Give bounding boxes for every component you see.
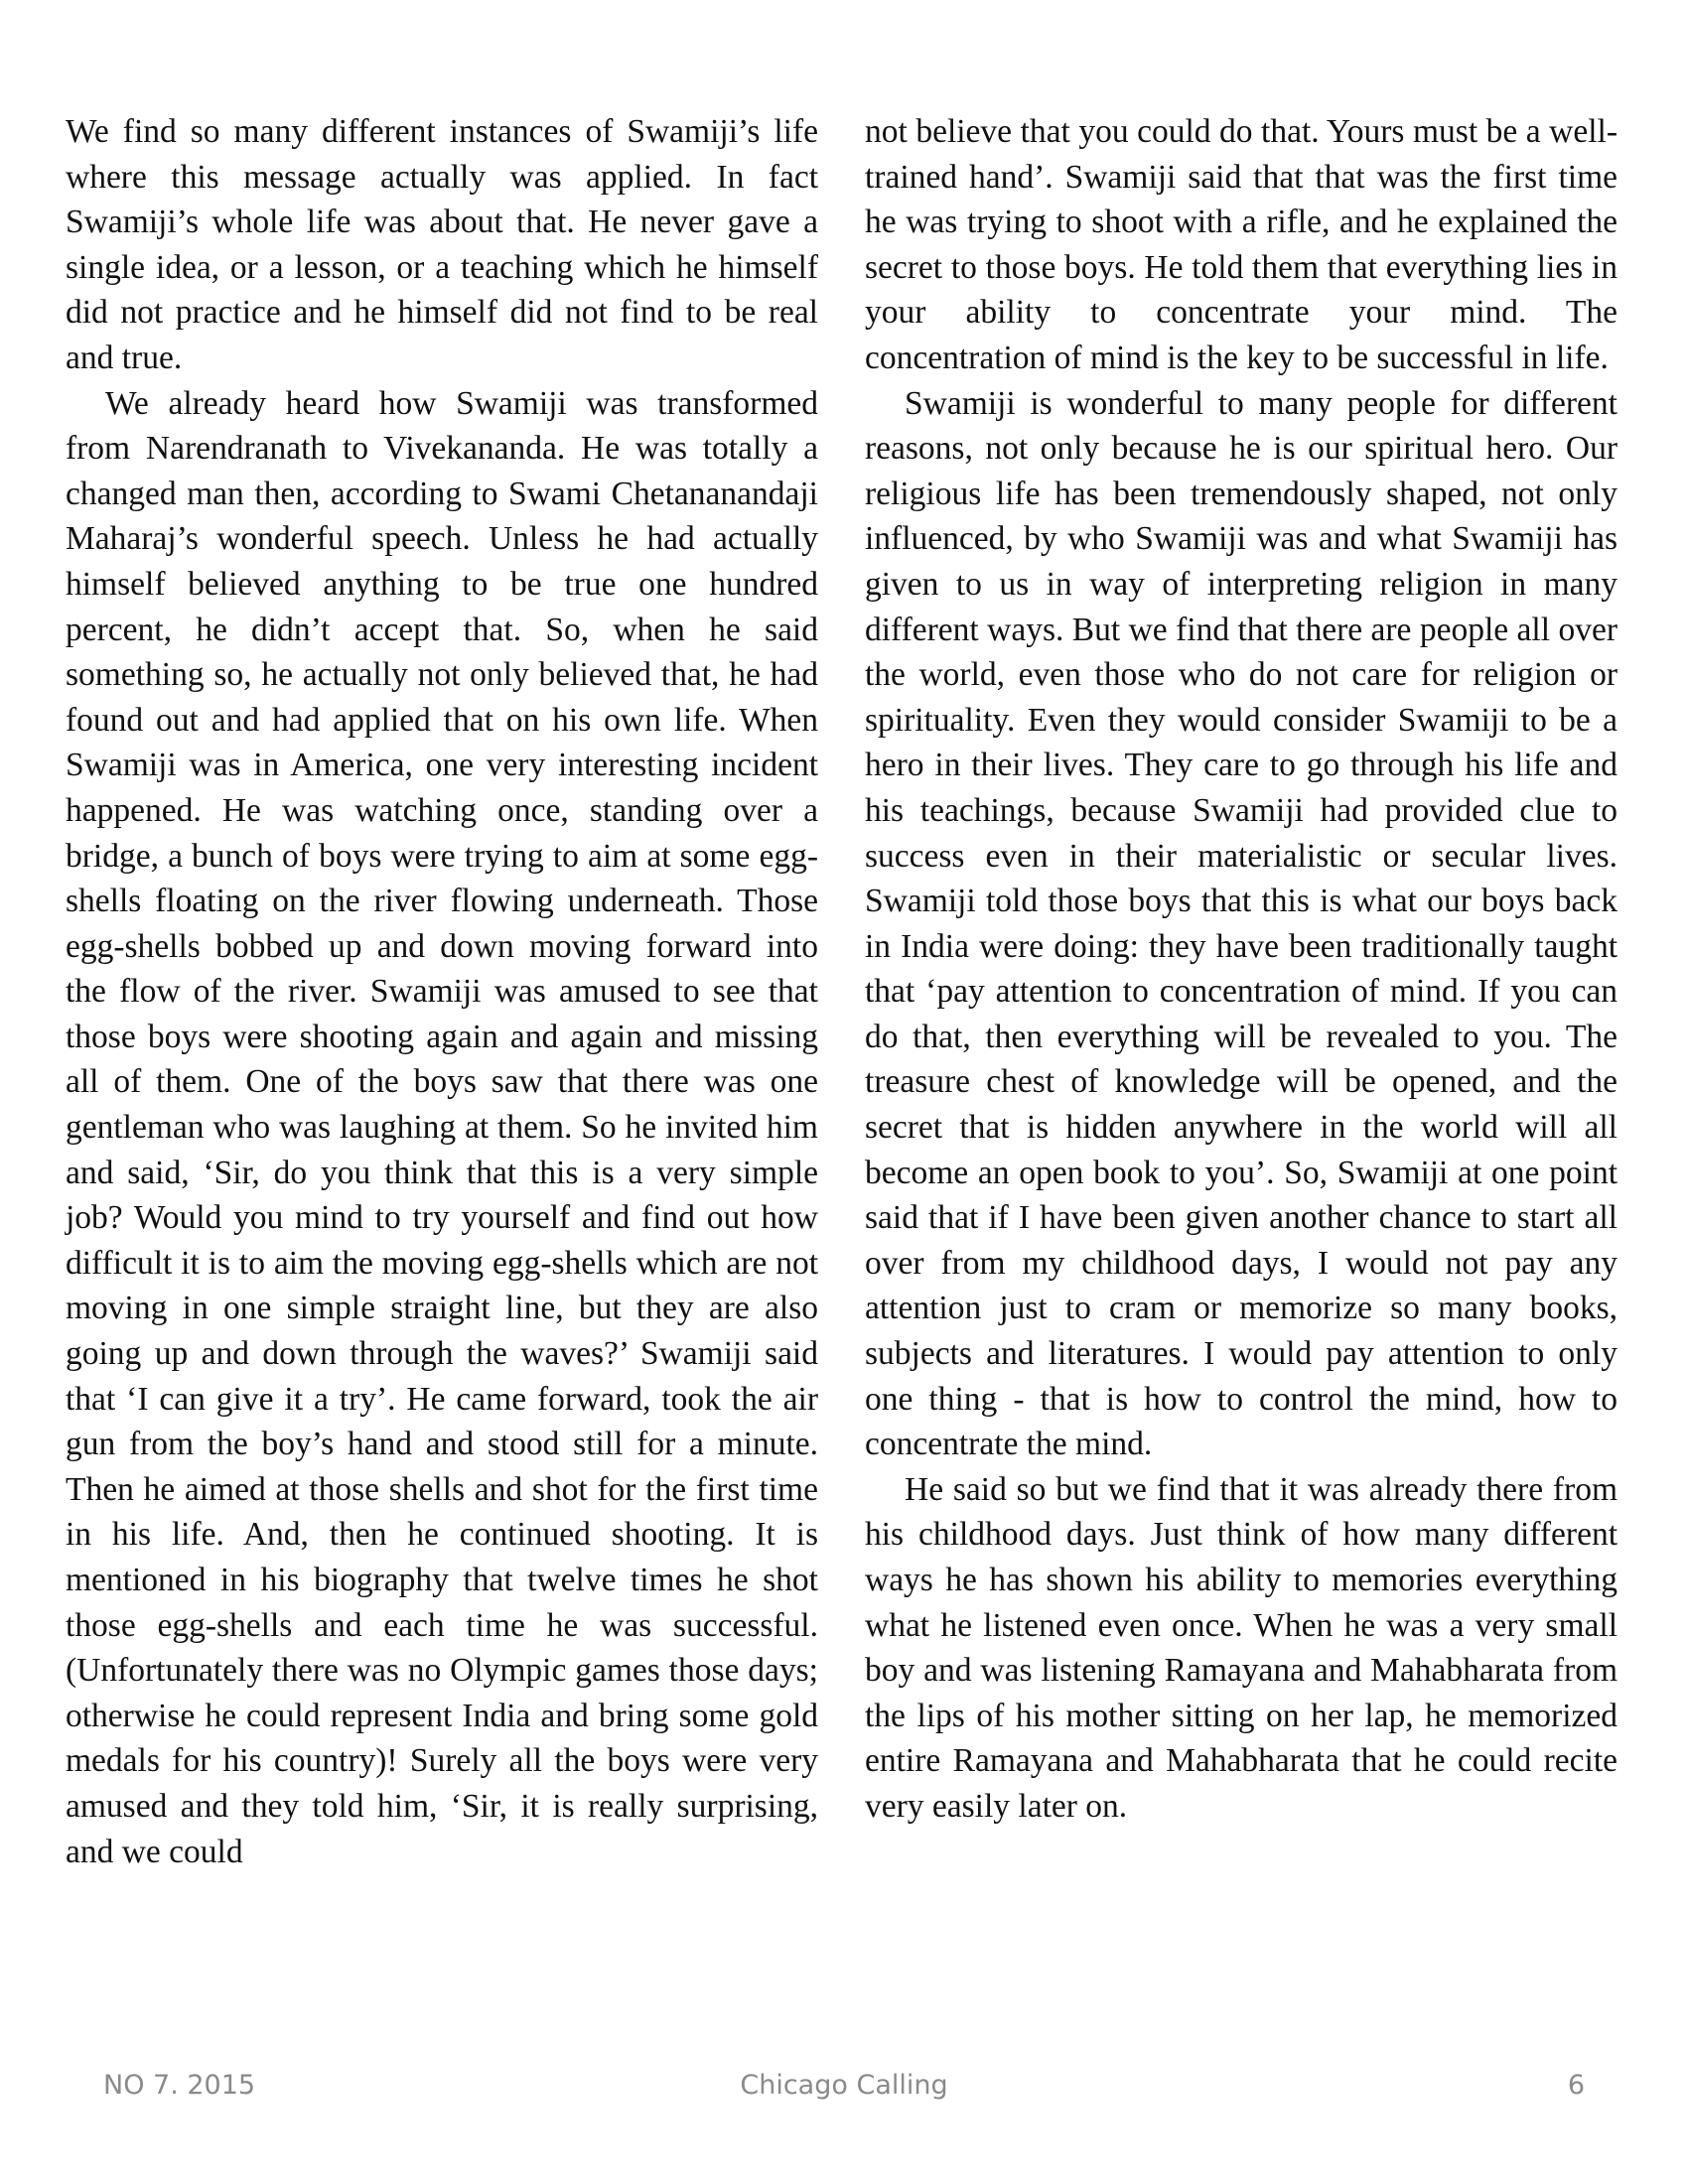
paragraph: We already heard how Swamiji was transformed from Narendranath to Vivekananda. He was totally a changed man then, according to Swami Chetananandaji Maharaj’s wonderful speech. Unless he had actually himself believed anything to be true one hundred percent, he didn’t accept that. So, when he said something so, he actually not only believed that, he had found out and had applied that on his own life. When Swamiji was in America, one very interesting incident happened. He was watching once, standing over a bridge, a bunch of boys were trying to aim at some egg-shells floating on the river flowing underneath. Those egg-shells bobbed up and down moving forward into the flow of the river. Swamiji was amused to see that those boys were shooting again and again and missing all of them. One of the boys saw that there was one gentleman who was laughing at them. So he invited him and said, ‘Sir, do you think that this is a very simple job? Would you mind to try yourself and find out how difficult it is to aim the moving egg-shells which are not moving in one simple straight line, but they are also going up and down through the waves?’ Swamiji said that ‘I can give it a try’. He came forward, took the air gun from the boy’s hand and stood still for a minute. Then he aimed at those shells and shot for the first time in his life. And, then he continued shooting. It is mentioned in his biography that twelve times he shot those egg-shells and each time he was successful. (Unfortunately there was no Olympic games those days; otherwise he could represent India and bring some gold medals for his country)! Surely all the boys were very amused and they told him, ‘Sir, it is really surprising, and we could [66, 384, 818, 1870]
paragraph-continuation: not believe that you could do that. Yours must be a well-trained hand’. Swamiji said that that was the first time he was trying to shoot with a rifle, and he explained the secret to those boys. He told them that everything lies in your ability to concentrate your mind. The concentration of mind is the key to be successful in life. [865, 113, 1618, 376]
paragraph: He said so but we find that it was already there from his childhood days. Just think of how many different ways he has shown his ability to memories everything what he listened even once. When he was a very small boy and was listening Ramayana and Mahabharata from the lips of his mother sitting on her lap, he memorized entire Ramayana and Mahabharata that he could recite very easily later on. [865, 1470, 1618, 1825]
left-text-column [66, 109, 818, 1874]
footer-publication-title: Chicago Calling [740, 2070, 948, 2101]
paragraph: We find so many different instances of Swamiji’s life where this message actually was applied. In fact Swamiji’s whole life was about that. He never gave a single idea, or a lesson, or a teaching which he himself did not practice and he himself did not find to be real and true. [66, 113, 818, 376]
paragraph: Swamiji is wonderful to many people for different reasons, not only because he is our spiritual hero. Our religious life has been tremendously shaped, not only influenced, by who Swamiji was and what Swamiji has given to us in way of interpreting religion in many different ways. But we find that there are people all over the world, even those who do not care for religion or spirituality. Even they would consider Swamiji to be a hero in their lives. They care to go through his life and his teachings, because Swamiji had provided clue to success even in their materialistic or secular lives. Swamiji told those boys that this is what our boys back in India were doing: they have been traditionally taught that ‘pay attention to concentration of mind. If you can do that, then everything will be revealed to you. The treasure chest of knowledge will be opened, and the secret that is hidden anywhere in the world will all become an open book to you’. So, Swamiji at one point said that if I have been given another chance to start all over from my childhood days, I would not pay any attention just to cram or memorize so many books, subjects and literatures. I would pay attention to only one thing - that is how to control the mind, how to concentrate the mind. [865, 384, 1618, 1463]
right-text-column [865, 109, 1618, 1830]
page-footer [0, 2070, 1688, 2110]
footer-page-number: 6 [1567, 2070, 1585, 2101]
footer-issue-label: NO 7. 2015 [103, 2070, 256, 2101]
